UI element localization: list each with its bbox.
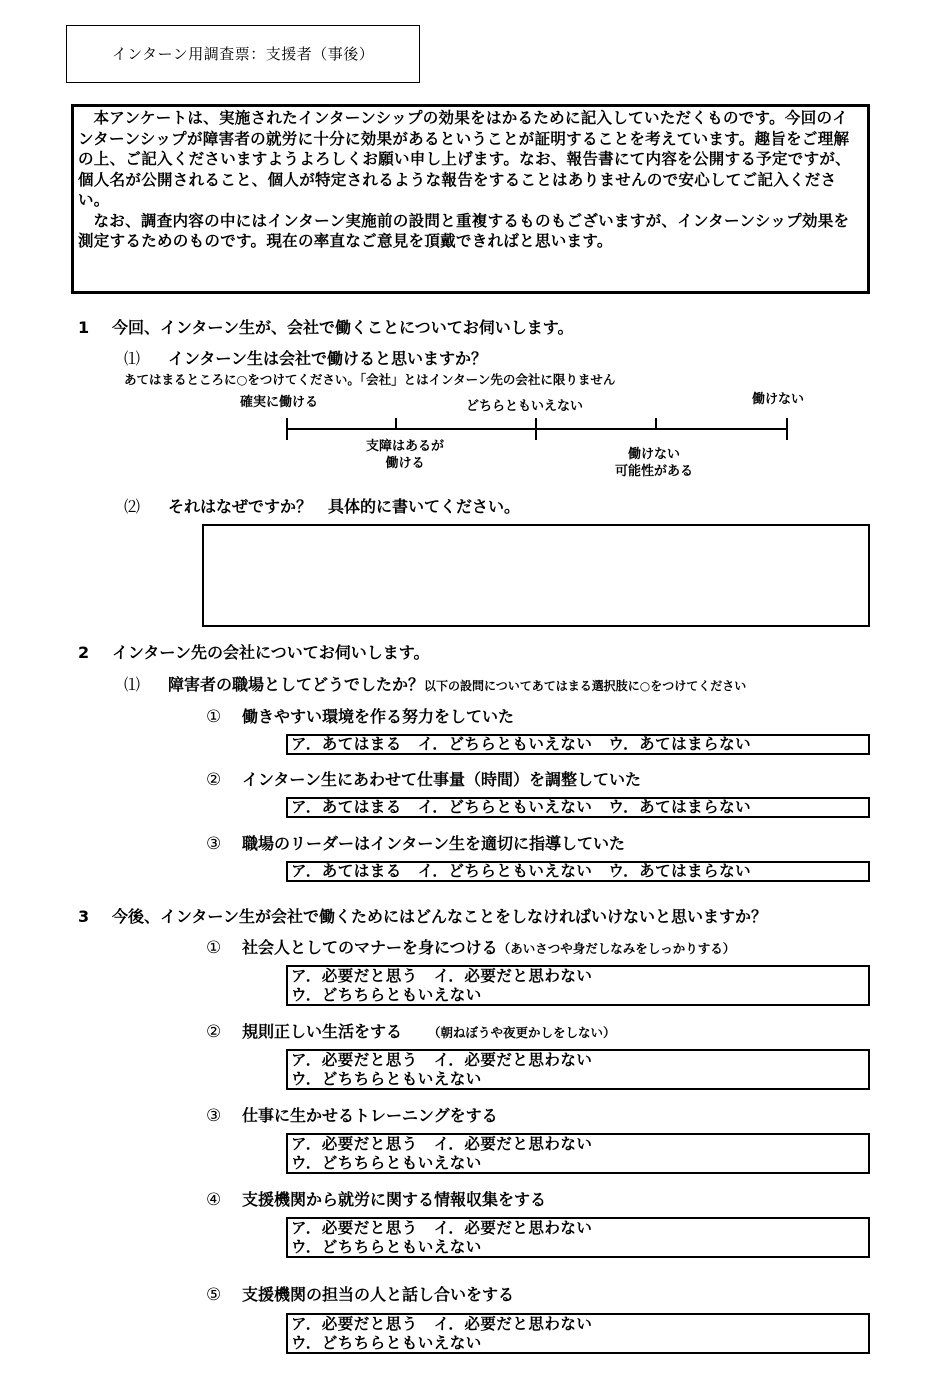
q2-item-3-text: 職場のリーダーはインターン生を適切に指導していた: [242, 834, 626, 853]
q3-item-1-note: （あいさつや身だしなみをしっかりする）: [497, 941, 736, 956]
scale-label-possible-line1: 支障はあるが: [365, 439, 444, 454]
question-1-2-number: ⑵: [124, 497, 141, 516]
scale-tick-2[interactable]: [395, 418, 397, 429]
q2-item-1-text: 働きやすい環境を作る努力をしていた: [242, 707, 515, 726]
q3-item-4-choice-line1: ア．必要だと思う イ．必要だと思わない: [291, 1219, 593, 1237]
scale-label-cannot: 働けない: [752, 392, 805, 407]
q3-item-2-mark: ②: [206, 1022, 222, 1042]
q2-item-2-text: インターン生にあわせて仕事量（時間）を調整していた: [242, 770, 642, 789]
q3-item-5: [206, 1282, 514, 1305]
q2-item-2: [206, 767, 641, 790]
question-3-text: 今後、インターン生が会社で働くためにはどんなことをしなければいけないと思いますか？: [112, 907, 768, 926]
intro-paragraph-2: なお、調査内容の中にはインターン実施前の設問と重複するものもございますが、インターンシップ効果を測定するためのものです。現在の率直なご意見を頂戴できればと思います。: [78, 211, 850, 250]
scale-tick-4[interactable]: [655, 418, 657, 429]
q3-item-1-choice-line2: ウ．どちちらともいえない: [291, 986, 482, 1004]
question-1-1: [124, 346, 487, 369]
scale-tick-1[interactable]: [286, 418, 288, 440]
q3-item-2-note: （朝ねぼうや夜更かしをしない）: [428, 1025, 616, 1040]
q3-item-4-mark: ④: [206, 1190, 222, 1210]
question-1: [78, 315, 573, 338]
scale-label-possible-with-difficulty: [360, 438, 450, 472]
page-title: インターン用調査票：支援者（事後）: [66, 25, 420, 83]
question-2-number: 2: [78, 643, 90, 662]
q3-item-1-choice-line1: ア．必要だと思う イ．必要だと思わない: [291, 967, 593, 985]
question-2-1-text: 障害者の職場としてどうでしたか？: [168, 675, 425, 694]
q3-item-5-choices[interactable]: [286, 1313, 870, 1354]
q2-item-2-choices[interactable]: ア．あてはまる イ．どちらともいえない ウ．あてはまらない: [286, 797, 870, 818]
scale-label-possible-line2: 働ける: [385, 456, 425, 471]
q3-item-5-choice-line1: ア．必要だと思う イ．必要だと思わない: [291, 1315, 593, 1333]
q2-item-3: [206, 831, 625, 854]
question-2-1-note: 以下の設問についてあてはまる選択肢に○をつけてください: [424, 679, 747, 693]
q3-item-2-choices[interactable]: [286, 1049, 870, 1090]
scale-label-may-not-line1: 働けない: [627, 447, 680, 462]
q3-item-3-text: 仕事に生かせるトレーニングをする: [242, 1106, 498, 1125]
question-2-1-number: ⑴: [124, 675, 141, 694]
q2-item-2-mark: ②: [206, 770, 222, 790]
question-1-2: [124, 494, 520, 517]
q2-item-1: [206, 704, 514, 727]
q3-item-1-text: 社会人としてのマナーを身につける: [242, 938, 498, 957]
scale-label-neutral: どちらともいえない: [466, 399, 584, 414]
scale-label-may-not-line2: 可能性がある: [614, 464, 693, 479]
q3-item-2-text: 規則正しい生活をする: [242, 1022, 403, 1041]
intro-paragraph-1: 本アンケートは、実施されたインターンシップの効果をはかるために記入していただくものです。今回のインターンシップが障害者の就労に十分に効果があるということが証明することを考えています。趣旨をご理解の上、ご記入くださいますようよろしくお願い申し上げます。なお、報告書にて内容を公開する予定ですが、個人名が公開されること、個人が特定されるような報告をすることはありませんので安心してご記入ください。: [78, 109, 851, 209]
q2-item-1-choices[interactable]: ア．あてはまる イ．どちらともいえない ウ．あてはまらない: [286, 734, 870, 755]
question-3-number: 3: [78, 907, 90, 926]
q3-item-4-text: 支援機関から就労に関する情報収集をする: [242, 1190, 547, 1209]
question-2-1: [124, 672, 746, 695]
q3-item-2-choice-line2: ウ．どちちらともいえない: [291, 1070, 482, 1088]
q3-item-2: [206, 1019, 616, 1042]
q3-item-1-mark: ①: [206, 938, 222, 958]
scale-label-may-not-work: [606, 446, 702, 480]
q2-item-3-mark: ③: [206, 834, 222, 854]
q3-item-1-choices[interactable]: [286, 965, 870, 1006]
question-2: [78, 640, 429, 663]
q2-item-3-choices[interactable]: ア．あてはまる イ．どちらともいえない ウ．あてはまらない: [286, 861, 870, 882]
scale-axis: [286, 428, 788, 430]
q3-item-5-choice-line2: ウ．どちちらともいえない: [291, 1334, 482, 1352]
q3-item-3-mark: ③: [206, 1106, 222, 1126]
intro-box: [71, 104, 870, 294]
q3-item-4: [206, 1187, 546, 1210]
question-3: [78, 904, 767, 927]
q3-item-3-choices[interactable]: [286, 1133, 870, 1174]
scale-tick-5[interactable]: [786, 418, 788, 440]
question-1-2-text: それはなぜですか？ 具体的に書いてください。: [168, 497, 521, 516]
scale-tick-3[interactable]: [535, 418, 537, 440]
q2-item-1-mark: ①: [206, 707, 222, 727]
question-1-1-number: ⑴: [124, 349, 141, 368]
question-1-number: 1: [78, 318, 90, 337]
question-2-text: インターン先の会社についてお伺いします。: [112, 643, 430, 662]
q3-item-5-text: 支援機関の担当の人と話し合いをする: [242, 1285, 515, 1304]
question-1-1-text: インターン生は会社で働けると思いますか？: [168, 349, 488, 368]
q3-item-4-choice-line2: ウ．どちちらともいえない: [291, 1238, 482, 1256]
q3-item-5-mark: ⑤: [206, 1285, 222, 1305]
q3-item-2-choice-line1: ア．必要だと思う イ．必要だと思わない: [291, 1051, 593, 1069]
q3-item-1: [206, 935, 735, 958]
q3-item-3-choice-line2: ウ．どちちらともいえない: [291, 1154, 482, 1172]
q3-item-3-choice-line1: ア．必要だと思う イ．必要だと思わない: [291, 1135, 593, 1153]
q3-item-3: [206, 1103, 498, 1126]
question-1-text: 今回、インターン生が、会社で働くことについてお伺いします。: [112, 318, 574, 337]
scale-label-definitely: 確実に働ける: [240, 395, 319, 410]
question-1-1-note: あてはまるところに○をつけてください。「会社」とはインターン先の会社に限りません: [124, 372, 616, 387]
free-answer-box[interactable]: [202, 524, 870, 627]
q3-item-4-choices[interactable]: [286, 1217, 870, 1258]
